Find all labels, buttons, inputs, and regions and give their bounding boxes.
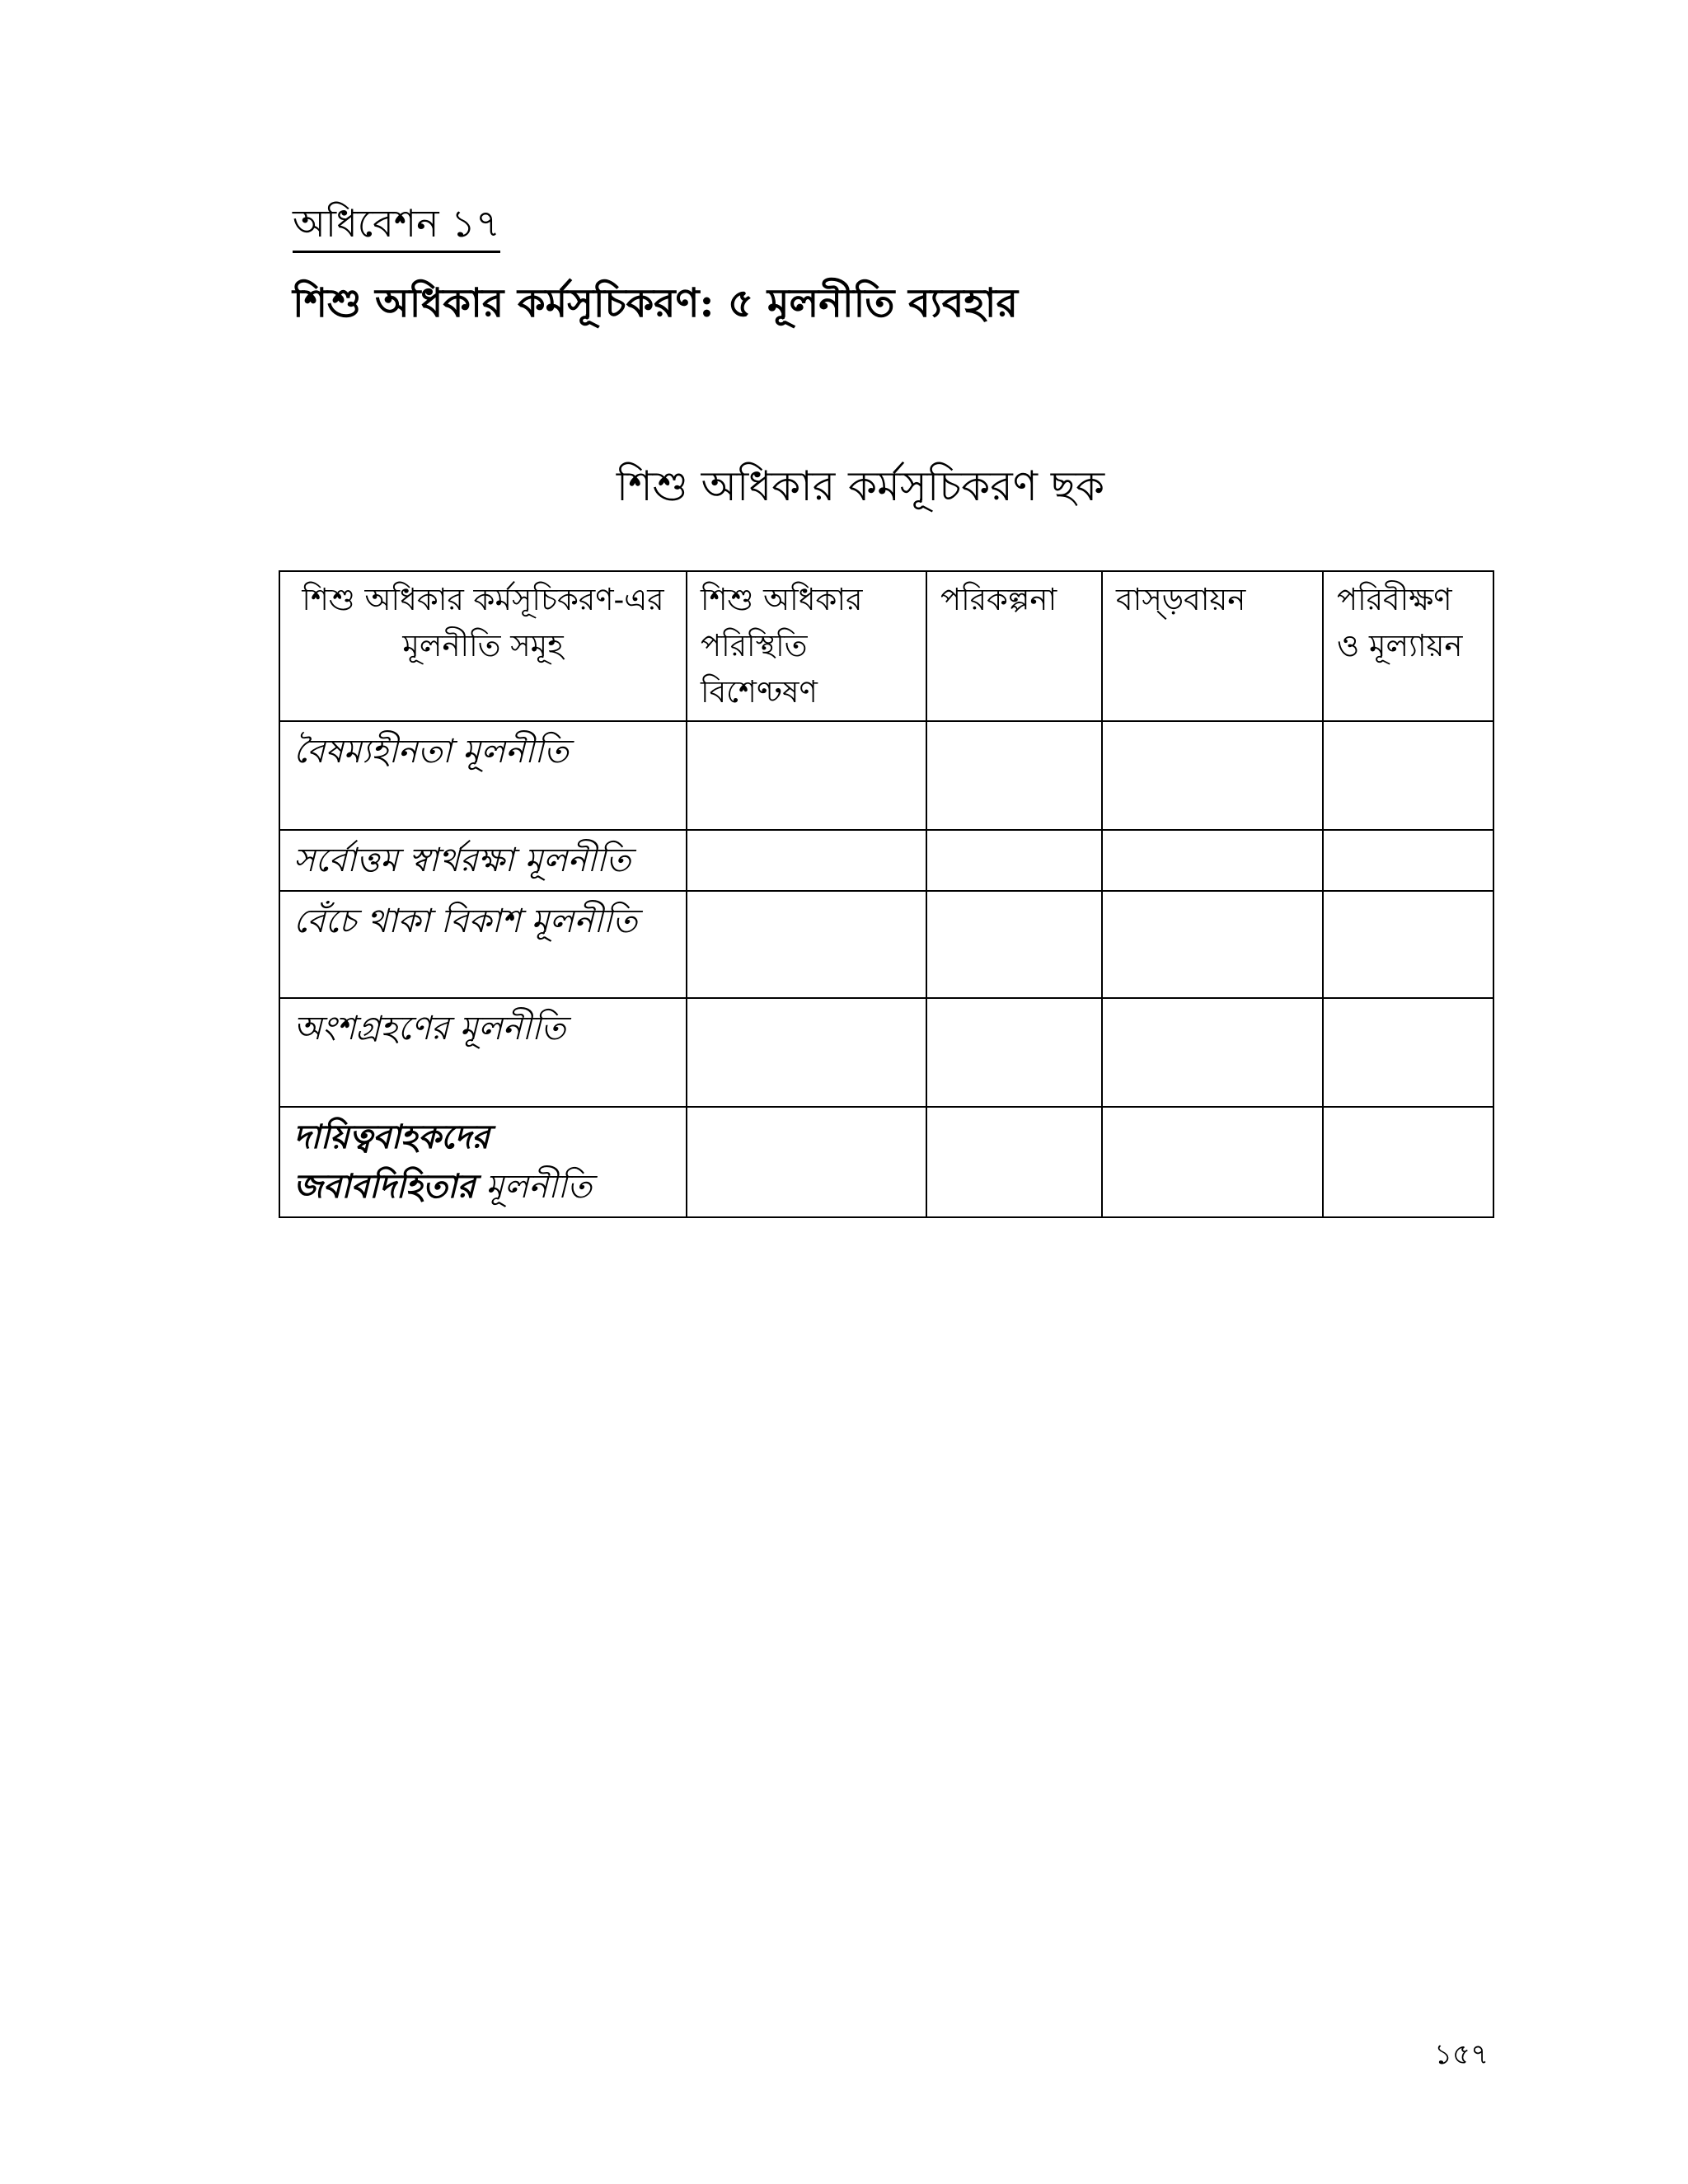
table-row xyxy=(279,830,1493,891)
table-header-row xyxy=(279,571,1493,721)
header-situation-analysis: শিশু অধিকার পরিস্থিতি বিশেণ্ঢষণ xyxy=(687,571,926,721)
table-cell xyxy=(1323,830,1493,891)
row-principle-participation: অংশগ্রহণের মূলনীতি xyxy=(279,998,687,1107)
table-cell xyxy=(1102,998,1323,1107)
table-cell xyxy=(687,830,926,891)
principles-table xyxy=(279,570,1494,1218)
table-cell xyxy=(1102,830,1323,891)
header-monitoring-evaluation: পরিবীক্ষণ ও মূল্যায়ন xyxy=(1323,571,1493,721)
table-title: শিশু অধিকার কর্মসূচিকরণ ছক xyxy=(616,462,1105,510)
table-row xyxy=(279,891,1493,998)
table-cell xyxy=(687,998,926,1107)
table-cell xyxy=(926,1107,1102,1217)
row-principle-survival-development: বেঁচে থাকা বিকাশ মূলনীতি xyxy=(279,891,687,998)
table-cell xyxy=(1102,1107,1323,1217)
page-number: ১৫৭ xyxy=(1434,2038,1489,2071)
table-cell xyxy=(926,721,1102,830)
principle-bold-text: দায়িত্ববাহকদের জবাবদিহিতার xyxy=(293,1118,490,1206)
table-cell xyxy=(926,998,1102,1107)
header-planning: পরিকল্পনা xyxy=(926,571,1102,721)
principle-plain-text: মূলনীতি xyxy=(475,1168,592,1206)
row-principle-non-discrimination: বৈষম্যহীনতা মূলনীতি xyxy=(279,721,687,830)
row-principle-accountability xyxy=(279,1107,687,1217)
header-implementation: বাস্ড়বায়ন xyxy=(1102,571,1323,721)
table-cell xyxy=(687,721,926,830)
row-principle-best-interest: সর্বোত্তম স্বার্থরক্ষা মূলনীতি xyxy=(279,830,687,891)
table-row xyxy=(279,1107,1493,1217)
table-cell xyxy=(1323,891,1493,998)
table-cell xyxy=(1102,891,1323,998)
table-cell xyxy=(687,1107,926,1217)
table-cell xyxy=(926,891,1102,998)
table-row xyxy=(279,998,1493,1107)
table-cell xyxy=(1323,998,1493,1107)
session-label: অধিবেশন ১৭ xyxy=(293,198,500,253)
main-title: শিশু অধিকার কর্মসূচিকরণ: ৫ মূলনীতি ব্যবহার xyxy=(293,280,1019,326)
header-principles: শিশু অধিকার কর্মসূচিকরণ-এর মূলনীতি সমূহ xyxy=(279,571,687,721)
table-cell xyxy=(1102,721,1323,830)
table-cell xyxy=(1323,721,1493,830)
table-row xyxy=(279,721,1493,830)
table-cell xyxy=(687,891,926,998)
table-cell xyxy=(1323,1107,1493,1217)
table-cell xyxy=(926,830,1102,891)
